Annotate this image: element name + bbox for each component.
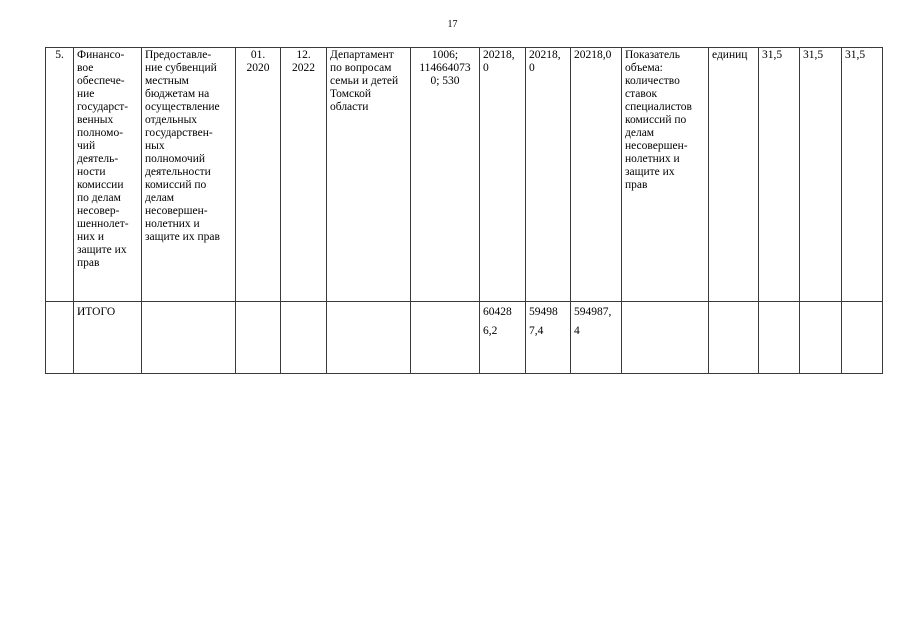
empty-cell: [327, 302, 411, 374]
executor-cell: Департамент по вопросам семьи и детей Томской области: [327, 48, 411, 302]
empty-cell: [411, 302, 480, 374]
empty-cell: [709, 302, 759, 374]
budget-code-cell: 1006; 114664073 0; 530: [411, 48, 480, 302]
total-row: [46, 302, 883, 374]
measure-cell: Предоставле- ние субвенций местным бюджетам на осуществление отдельных государствен- ных полномочий деятельности комиссий по делам несовершен- нолетних и защите их прав: [142, 48, 236, 302]
amount-cell-2: 20218, 0: [526, 48, 571, 302]
empty-cell: [800, 302, 842, 374]
total-amount-cell-3: 594987, 4: [571, 302, 622, 374]
page-number: 17: [447, 19, 458, 30]
indicator-value-cell-1: 31,5: [759, 48, 800, 302]
row-number-cell: 5.: [46, 48, 74, 302]
empty-cell: [622, 302, 709, 374]
total-label-cell: ИТОГО: [74, 302, 142, 374]
unit-cell: единиц: [709, 48, 759, 302]
total-amount-cell-2: 59498 7,4: [526, 302, 571, 374]
indicator-value-cell-2: 31,5: [800, 48, 842, 302]
task-cell: Финансо- вое обеспече- ние государст- венных полномо- чий деятель- ности комиссии по делам несовер- шеннолет- них и защите их прав: [74, 48, 142, 302]
program-measures-table: [45, 47, 883, 374]
empty-cell: [46, 302, 74, 374]
empty-cell: [842, 302, 883, 374]
end-date-cell: 12. 2022: [281, 48, 327, 302]
indicator-cell: Показатель объема: количество ставок специалистов комиссий по делам несовершен- нолетних и защите их прав: [622, 48, 709, 302]
amount-cell-1: 20218, 0: [480, 48, 526, 302]
empty-cell: [281, 302, 327, 374]
empty-cell: [759, 302, 800, 374]
empty-cell: [142, 302, 236, 374]
table-row: [46, 48, 883, 302]
empty-cell: [236, 302, 281, 374]
indicator-value-cell-3: 31,5: [842, 48, 883, 302]
amount-cell-3: 20218,0: [571, 48, 622, 302]
total-amount-cell-1: 60428 6,2: [480, 302, 526, 374]
start-date-cell: 01. 2020: [236, 48, 281, 302]
